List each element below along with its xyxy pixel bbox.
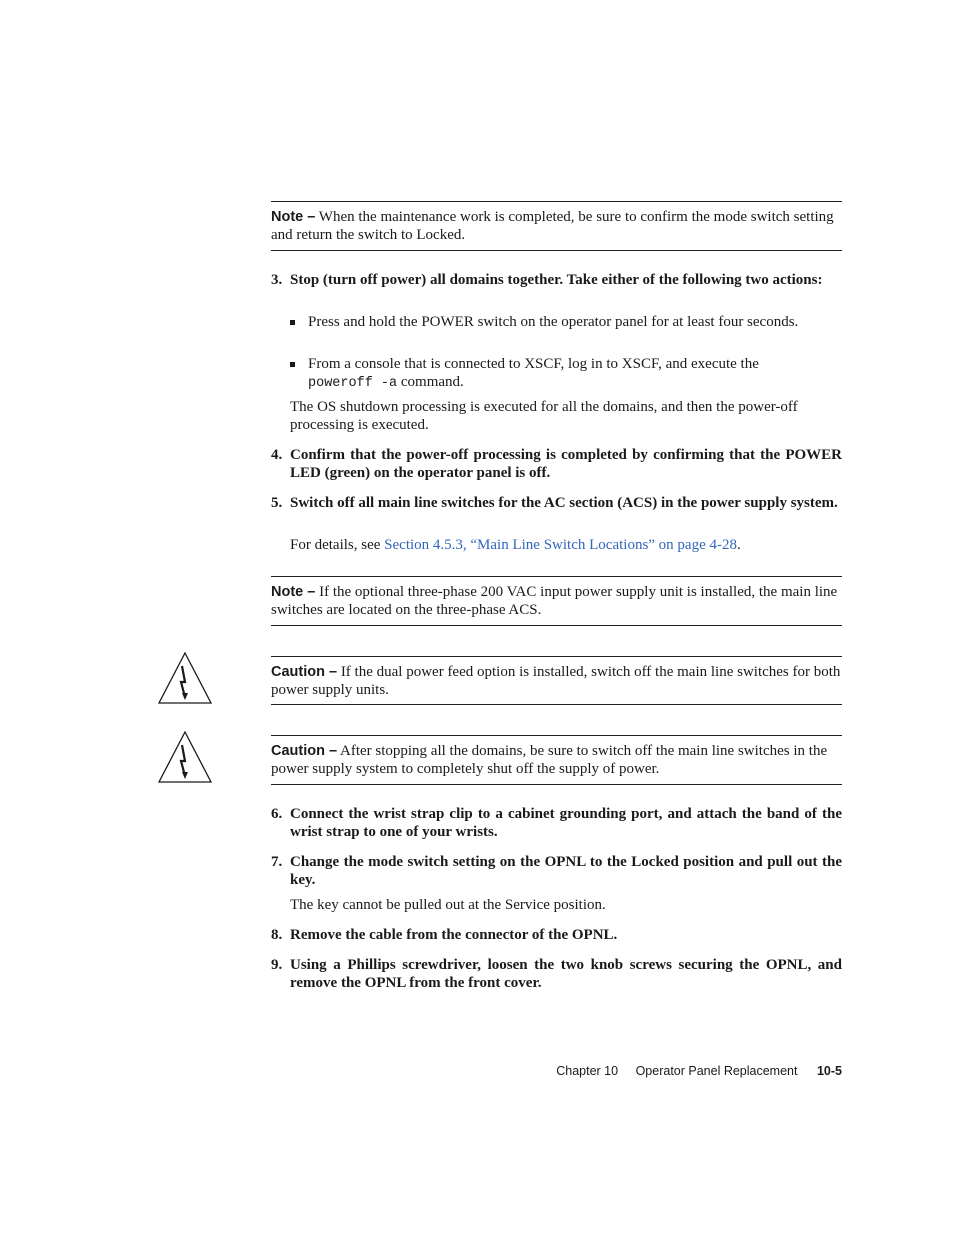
note-text: If the optional three-phase 200 VAC input power supply unit is installed, the main line switches are located on the three-phase ACS. <box>271 584 838 618</box>
caution-box <box>271 656 842 705</box>
note-label: Note – <box>271 209 316 225</box>
footer-chapter: Chapter 10 <box>556 1064 619 1078</box>
caution-label: Caution – <box>271 664 338 680</box>
bullet-text-pre: From a console that is connected to XSCF, log in to XSCF, and execute the <box>308 356 759 372</box>
step-paragraph: The key cannot be pulled out at the Service position. <box>290 897 606 913</box>
caution-box <box>271 735 842 785</box>
square-bullet-icon <box>290 362 295 367</box>
step-3 <box>271 271 842 289</box>
section-cross-reference-link[interactable]: Section 4.5.3, “Main Line Switch Locations” on page 4-28 <box>384 537 737 553</box>
step-text: Remove the cable from the connector of the OPNL. <box>290 927 618 943</box>
caution-text: After stopping all the domains, be sure to switch off the main line switches in the power supply system to completely shut off the supply of power. <box>271 743 828 777</box>
step-number: 9. <box>271 957 283 973</box>
note-text: When the maintenance work is completed, be sure to confirm the mode switch setting and return the switch to Locked. <box>271 209 834 243</box>
caution-label: Caution – <box>271 743 338 759</box>
step-4 <box>271 446 842 482</box>
command-code: poweroff -a <box>308 376 398 391</box>
para-text-post: . <box>737 537 741 553</box>
page-footer <box>556 1064 842 1078</box>
step-paragraph <box>290 536 842 554</box>
step-paragraph: The OS shutdown processing is executed for all the domains, and then the power-off processing is executed. <box>290 399 798 433</box>
step-6 <box>271 805 842 841</box>
step-text: Switch off all main line switches for the AC section (ACS) in the power supply system. <box>290 495 838 511</box>
step-number: 5. <box>271 495 283 511</box>
bullet-text-post: command. <box>397 374 464 390</box>
note-box <box>271 576 842 626</box>
bullet-text <box>308 355 842 393</box>
electrical-hazard-icon <box>158 652 212 704</box>
step-number: 8. <box>271 927 283 943</box>
step-text: Connect the wrist strap clip to a cabinet grounding port, and attach the band of the wrist strap to one of your wrists. <box>290 806 842 840</box>
step-text: Change the mode switch setting on the OPNL to the Locked position and pull out the key. <box>290 854 842 888</box>
bullet-item <box>290 313 842 331</box>
page-number: 10-5 <box>816 1064 842 1078</box>
step-text: Using a Phillips screwdriver, loosen the two knob screws securing the OPNL, and remove the OPNL from the front cover. <box>290 957 842 991</box>
step-number: 4. <box>271 447 283 463</box>
bullet-item <box>290 355 842 393</box>
step-number: 3. <box>271 272 283 288</box>
bullet-text: Press and hold the POWER switch on the operator panel for at least four seconds. <box>308 314 799 330</box>
step-number: 7. <box>271 854 283 870</box>
square-bullet-icon <box>290 320 295 325</box>
para-text-pre: For details, see <box>290 537 385 553</box>
step-text: Stop (turn off power) all domains together. Take either of the following two actions: <box>290 272 823 288</box>
step-9 <box>271 956 842 992</box>
step-7 <box>271 853 842 889</box>
note-box <box>271 201 842 251</box>
step-number: 6. <box>271 806 283 822</box>
note-label: Note – <box>271 584 316 600</box>
electrical-hazard-icon <box>158 731 212 783</box>
step-5 <box>271 494 842 512</box>
step-text: Confirm that the power-off processing is completed by confirming that the POWER LED (green) on the operator panel is off. <box>290 447 842 481</box>
step-8 <box>271 926 842 944</box>
caution-text: If the dual power feed option is installed, switch off the main line switches for both power supply units. <box>271 664 841 698</box>
footer-chapter-title: Operator Panel Replacement <box>635 1064 798 1078</box>
